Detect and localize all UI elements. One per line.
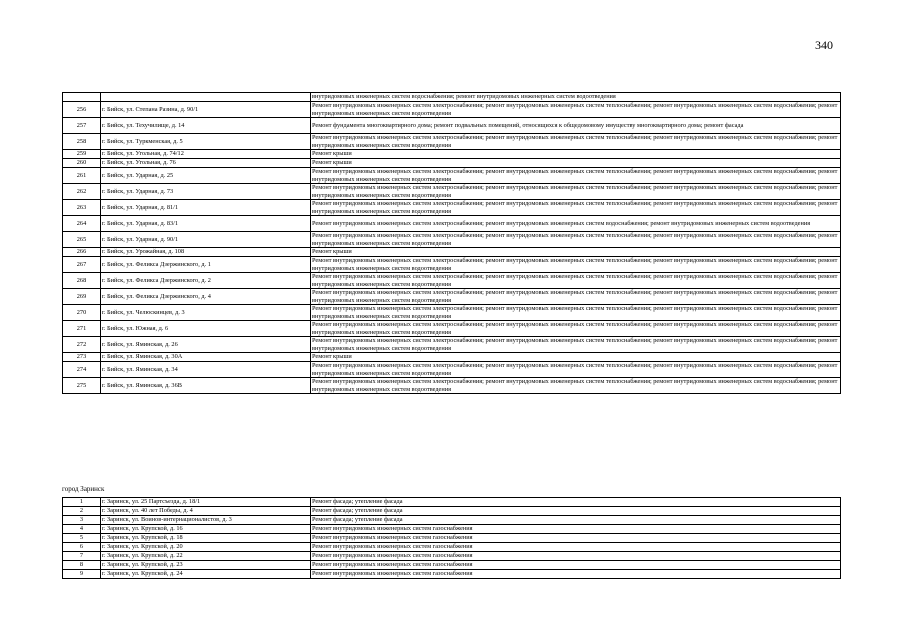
table-row [63,118,841,134]
table-row [63,273,841,289]
table-row [63,159,841,168]
row-work: Ремонт крыши [311,353,841,362]
row-address: г. Бийск, ул. Ударная, д. 25 [101,168,311,184]
biysk-table [62,92,841,394]
row-number: 256 [63,102,101,118]
row-number: 2 [63,507,101,516]
row-number: 3 [63,516,101,525]
table-row [63,184,841,200]
row-number: 265 [63,232,101,248]
row-address: г. Заринск, ул. Крупской, д. 20 [101,543,311,552]
row-number: 267 [63,257,101,273]
table-row [63,216,841,232]
row-number: 5 [63,534,101,543]
row-work: Ремонт внутридомовых инженерных систем электроснабжения; ремонт внутридомовых инженерных систем водоснабжения; ремонт внутридомовых инженерных систем водоотведения [311,216,841,232]
row-number: 263 [63,200,101,216]
row-work: Ремонт внутридомовых инженерных систем электроснабжения; ремонт внутридомовых инженерных систем теплоснабжения; ремонт внутридомовых инженерных систем водоснабжения; ремонт внутридомовых инженерных систем водоотведения [311,305,841,321]
row-address: г. Бийск, ул. Южная, д. 6 [101,321,311,337]
table-row [63,168,841,184]
table-row [63,248,841,257]
row-address: г. Бийск, ул. Челюскинцев, д. 3 [101,305,311,321]
row-work: Ремонт внутридомовых инженерных систем электроснабжения; ремонт внутридомовых инженерных систем теплоснабжения; ремонт внутридомовых инженерных систем водоснабжения; ремонт внутридомовых инженерных систем водоотведения [311,184,841,200]
row-address: г. Заринск, ул. Крупской, д. 18 [101,534,311,543]
row-work: Ремонт крыши [311,248,841,257]
table-row [63,362,841,378]
row-address: г. Заринск, ул. Воинов-интернационалистов, д. 3 [101,516,311,525]
row-work: Ремонт внутридомовых инженерных систем электроснабжения; ремонт внутридомовых инженерных систем теплоснабжения; ремонт внутридомовых инженерных систем водоснабжения; ремонт внутридомовых инженерных систем водоотведения [311,232,841,248]
table-row [63,232,841,248]
row-number: 270 [63,305,101,321]
table-row [63,498,841,507]
table-row [63,134,841,150]
table-row [63,552,841,561]
row-work: Ремонт внутридомовых инженерных систем электроснабжения; ремонт внутридомовых инженерных систем теплоснабжения; ремонт внутридомовых инженерных систем водоснабжения; ремонт внутридомовых инженерных систем водоотведения [311,200,841,216]
row-work: Ремонт фасада; утепление фасада [311,507,841,516]
row-work: Ремонт фасада; утепление фасада [311,498,841,507]
table-row [63,289,841,305]
group-header: город Заринск [62,485,105,493]
table-row [63,257,841,273]
page-number: 340 [815,38,833,52]
row-number [63,93,101,102]
row-number: 259 [63,150,101,159]
table-row [63,570,841,579]
row-address: г. Бийск, ул. Яминская, д. 30А [101,353,311,362]
row-number: 260 [63,159,101,168]
row-work: Ремонт крыши [311,150,841,159]
table-row [63,516,841,525]
row-work: Ремонт внутридомовых инженерных систем газоснабжения [311,552,841,561]
row-number: 1 [63,498,101,507]
table-row [63,200,841,216]
row-address: г. Заринск, ул. Крупской, д. 23 [101,561,311,570]
row-address: г. Бийск, ул. Ударная, д. 90/1 [101,232,311,248]
continuation-row [63,93,841,102]
row-work: Ремонт внутридомовых инженерных систем газоснабжения [311,525,841,534]
row-work: Ремонт внутридомовых инженерных систем электроснабжения; ремонт внутридомовых инженерных систем теплоснабжения; ремонт внутридомовых инженерных систем водоснабжения; ремонт внутридомовых инженерных систем водоотведения [311,168,841,184]
table-row [63,543,841,552]
row-work: Ремонт внутридомовых инженерных систем электроснабжения; ремонт внутридомовых инженерных систем теплоснабжения; ремонт внутридомовых инженерных систем водоснабжения; ремонт внутридомовых инженерных систем водоотведения [311,362,841,378]
row-work: Ремонт внутридомовых инженерных систем газоснабжения [311,570,841,579]
row-number: 262 [63,184,101,200]
row-address: г. Бийск, ул. Яминская, д. 34 [101,362,311,378]
table-row [63,305,841,321]
row-number: 266 [63,248,101,257]
row-address: г. Заринск, ул. 40 лет Победы, д. 4 [101,507,311,516]
table-row [63,534,841,543]
row-work: Ремонт внутридомовых инженерных систем газоснабжения [311,534,841,543]
row-work: Ремонт внутридомовых инженерных систем газоснабжения [311,543,841,552]
zarinsk-table [62,497,841,579]
row-number: 275 [63,378,101,394]
row-address: г. Заринск, ул. Крупской, д. 16 [101,525,311,534]
table-row [63,321,841,337]
table-row [63,561,841,570]
row-address: г. Бийск, ул. Ударная, д. 81/1 [101,200,311,216]
table-row [63,337,841,353]
row-work: Ремонт внутридомовых инженерных систем электроснабжения; ремонт внутридомовых инженерных систем теплоснабжения; ремонт внутридомовых инженерных систем водоснабжения; ремонт внутридомовых инженерных систем водоотведения [311,337,841,353]
table-row [63,378,841,394]
row-address: г. Заринск, ул. 25 Партсъезда, д. 18/1 [101,498,311,507]
row-work: Ремонт фундамента многоквартирного дома; ремонт подвальных помещений, относящихся к общедомовому имуществу многоквартирного дома; ремонт фасада [311,118,841,134]
row-address: г. Бийск, ул. Феликса Дзержинского, д. 4 [101,289,311,305]
row-number: 258 [63,134,101,150]
row-number: 268 [63,273,101,289]
row-address: г. Бийск, ул. Ударная, д. 83/1 [101,216,311,232]
table-row [63,507,841,516]
row-number: 273 [63,353,101,362]
row-number: 261 [63,168,101,184]
row-work: Ремонт внутридомовых инженерных систем электроснабжения; ремонт внутридомовых инженерных систем теплоснабжения; ремонт внутридомовых инженерных систем водоснабжения; ремонт внутридомовых инженерных систем водоотведения [311,134,841,150]
row-number: 272 [63,337,101,353]
row-number: 257 [63,118,101,134]
row-work: Ремонт внутридомовых инженерных систем газоснабжения [311,561,841,570]
row-address: г. Бийск, ул. Туркменская, д. 5 [101,134,311,150]
row-number: 271 [63,321,101,337]
row-number: 4 [63,525,101,534]
row-work: Ремонт внутридомовых инженерных систем электроснабжения; ремонт внутридомовых инженерных систем теплоснабжения; ремонт внутридомовых инженерных систем водоснабжения; ремонт внутридомовых инженерных систем водоотведения [311,273,841,289]
row-number: 9 [63,570,101,579]
table-row [63,150,841,159]
row-work: внутридомовых инженерных систем водоснабжения; ремонт внутридомовых инженерных систем водоотведения [311,93,841,102]
row-number: 264 [63,216,101,232]
row-address: г. Бийск, ул. Феликса Дзержинского, д. 1 [101,257,311,273]
row-address: г. Бийск, ул. Урожайная, д. 108 [101,248,311,257]
row-number: 8 [63,561,101,570]
row-work: Ремонт фасада; утепление фасада [311,516,841,525]
row-address: г. Бийск, ул. Феликса Дзержинского, д. 2 [101,273,311,289]
table-row [63,353,841,362]
table-row [63,102,841,118]
row-number: 7 [63,552,101,561]
row-number: 274 [63,362,101,378]
row-work: Ремонт внутридомовых инженерных систем электроснабжения; ремонт внутридомовых инженерных систем теплоснабжения; ремонт внутридомовых инженерных систем водоснабжения; ремонт внутридомовых инженерных систем водоотведения [311,321,841,337]
row-address: г. Бийск, ул. Яминская, д. 26 [101,337,311,353]
row-address [101,93,311,102]
row-address: г. Бийск, ул. Угольная, д. 74/12 [101,150,311,159]
row-address: г. Бийск, ул. Угольная, д. 76 [101,159,311,168]
table-row [63,525,841,534]
row-number: 6 [63,543,101,552]
row-address: г. Бийск, ул. Ударная, д. 73 [101,184,311,200]
row-work: Ремонт внутридомовых инженерных систем электроснабжения; ремонт внутридомовых инженерных систем теплоснабжения; ремонт внутридомовых инженерных систем водоснабжения; ремонт внутридомовых инженерных систем водоотведения [311,102,841,118]
row-address: г. Заринск, ул. Крупской, д. 24 [101,570,311,579]
row-work: Ремонт внутридомовых инженерных систем электроснабжения; ремонт внутридомовых инженерных систем теплоснабжения; ремонт внутридомовых инженерных систем водоснабжения; ремонт внутридомовых инженерных систем водоотведения [311,289,841,305]
row-work: Ремонт внутридомовых инженерных систем электроснабжения; ремонт внутридомовых инженерных систем теплоснабжения; ремонт внутридомовых инженерных систем водоснабжения; ремонт внутридомовых инженерных систем водоотведения [311,257,841,273]
row-address: г. Бийск, ул. Техучилище, д. 14 [101,118,311,134]
row-work: Ремонт крыши [311,159,841,168]
row-address: г. Заринск, ул. Крупской, д. 22 [101,552,311,561]
row-address: г. Бийск, ул. Степана Разина, д. 90/1 [101,102,311,118]
row-address: г. Бийск, ул. Яминская, д. 36В [101,378,311,394]
row-work: Ремонт внутридомовых инженерных систем электроснабжения; ремонт внутридомовых инженерных систем теплоснабжения; ремонт внутридомовых инженерных систем водоснабжения; ремонт внутридомовых инженерных систем водоотведения [311,378,841,394]
row-number: 269 [63,289,101,305]
